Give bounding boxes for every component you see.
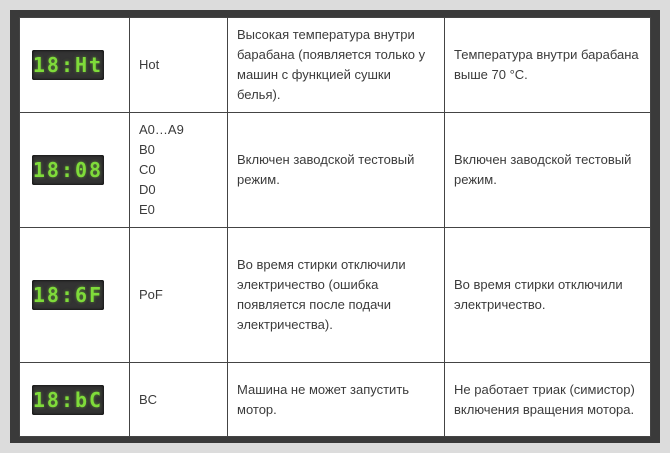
error-code: PoF (139, 287, 163, 302)
code-cell (130, 113, 228, 228)
display-cell (20, 363, 130, 437)
table-row (20, 228, 651, 363)
description-text: Машина не может запустить мотор. (237, 381, 410, 417)
description-cell (228, 363, 445, 437)
description-cell (228, 228, 445, 363)
code-cell (130, 18, 228, 113)
display-cell (20, 228, 130, 363)
error-code: A0…A9 (139, 122, 184, 137)
cause-text: Включен заводской тестовый режим. (454, 152, 632, 187)
lcd-display-icon: 18:Ht (32, 50, 104, 80)
cause-cell (445, 18, 651, 113)
table-row (20, 363, 651, 437)
cause-cell (445, 113, 651, 228)
cause-text: Температура внутри барабана выше 70 °C. (454, 47, 639, 82)
code-cell (130, 228, 228, 363)
error-code: B0 (139, 142, 155, 157)
cause-cell (445, 228, 651, 363)
description-text: Высокая температура внутри барабана (появляется только у машин с функцией сушки белья). (237, 27, 426, 102)
error-code: Hot (139, 57, 160, 72)
error-code: E0 (139, 202, 155, 217)
table-row (20, 113, 651, 228)
table-row (20, 18, 651, 113)
code-cell (130, 363, 228, 437)
description-text: Во время стирки отключили электричество (ошибка появляется после подачи электричества). (237, 257, 406, 332)
display-cell (20, 113, 130, 228)
lcd-display-icon: 18:08 (32, 155, 104, 185)
error-code: D0 (139, 182, 156, 197)
error-codes-table (19, 17, 651, 437)
cause-cell (445, 363, 651, 437)
lcd-display-icon: 18:bC (32, 385, 104, 415)
description-cell (228, 18, 445, 113)
lcd-display-icon: 18:6F (32, 280, 104, 310)
description-text: Включен заводской тестовый режим. (237, 152, 415, 187)
error-code: BC (139, 391, 158, 407)
cause-text: Не работает триак (симистор) включения вращения мотора. (454, 381, 635, 417)
cause-text: Во время стирки отключили электричество. (454, 277, 623, 312)
display-cell (20, 18, 130, 113)
description-cell (228, 113, 445, 228)
error-code: C0 (139, 162, 156, 177)
